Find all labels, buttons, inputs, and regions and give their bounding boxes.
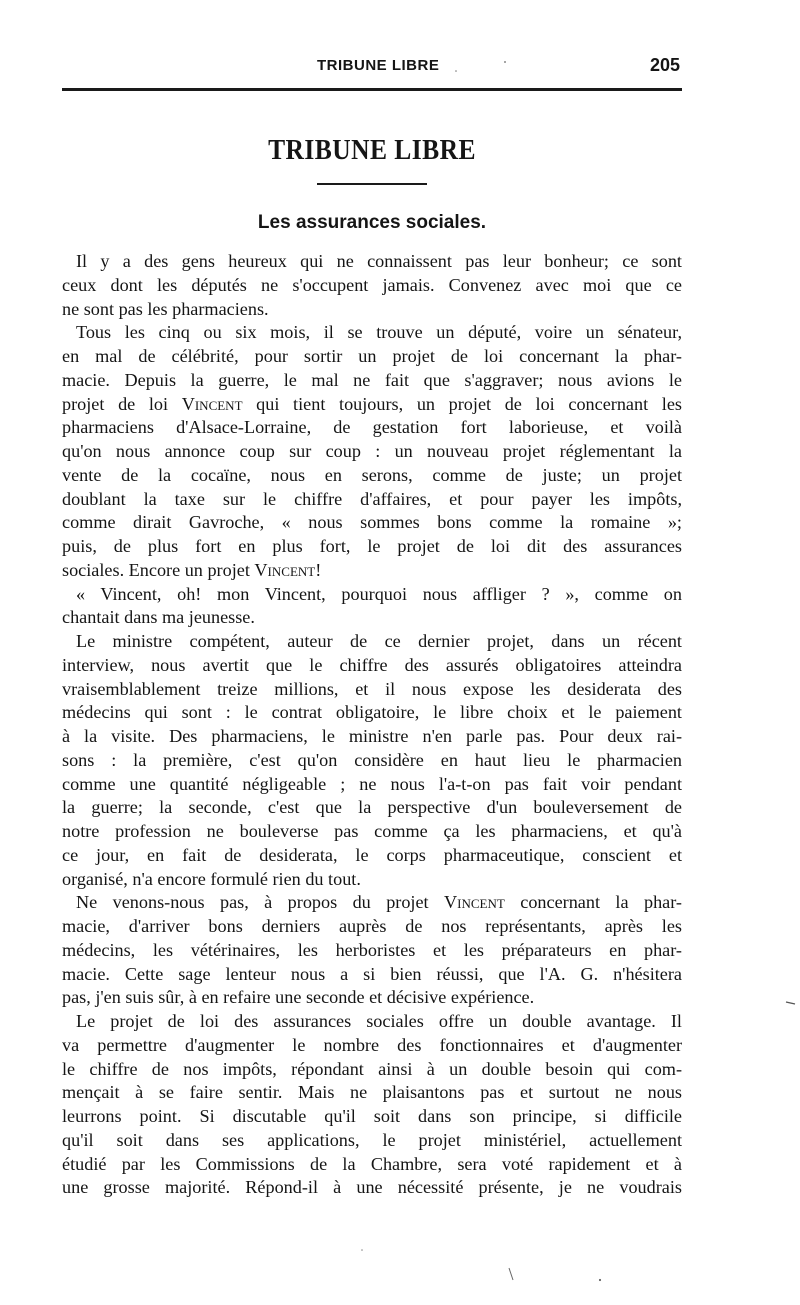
body-line: organisé, n'a encore formulé rien du tout. xyxy=(62,868,361,889)
body-line: médecins, les vétérinaires, les herboristes et les préparateurs en phar- xyxy=(62,939,682,960)
body-line: macie. Cette sage lenteur nous a si bien réussi, que l'A. G. n'hésitera xyxy=(62,963,682,984)
body-line: en mal de célébrité, pour sortir un projet de loi concernant la phar- xyxy=(62,346,682,366)
section-title: TRIBUNE LIBRE xyxy=(268,134,476,166)
body-line: ne sont pas les pharmaciens. xyxy=(62,298,269,319)
author-name-small-caps: Vincent xyxy=(254,559,316,580)
body-line: le chiffre de nos impôts, répondant ainsi à un double besoin qui com- xyxy=(62,1058,682,1079)
body-line: « Vincent, oh! mon Vincent, pourquoi nous affliger ? », comme on xyxy=(76,583,682,604)
body-line: comme une quantité négligeable ; ne nous l'a-t-on pas fait voir pendant xyxy=(62,773,682,794)
body-line: projet de loi Vincent qui tient toujours, un projet de loi concernant les xyxy=(62,393,682,414)
body-line: Il y a des gens heureux qui ne connaissent pas leur bonheur; ce sont xyxy=(76,251,682,271)
body-line: étudié par les Commissions de la Chambre, sera voté rapidement et à xyxy=(62,1153,682,1174)
body-line: va permettre d'augmenter le nombre des fonctionnaires et d'augmenter xyxy=(62,1034,682,1055)
author-name-small-caps: Vincent xyxy=(444,892,505,913)
body-line: notre profession ne bouleverse pas comme ça les pharmaciens, et qu'à xyxy=(62,821,682,841)
article-title: Les assurances sociales. xyxy=(257,212,487,233)
body-line: une grosse majorité. Répond-il à une nécessité présente, je ne voudrais xyxy=(62,1177,682,1198)
body-line: pharmaciens d'Alsace-Lorraine, de gestation fort laborieuse, et voilà xyxy=(62,417,682,438)
body-line: chantait dans ma jeunesse. xyxy=(62,607,255,628)
body-line: sociales. Encore un projet Vincent! xyxy=(62,559,322,580)
body-line: vente de la cocaïne, nous en serons, comme de juste; un projet xyxy=(62,464,682,485)
body-line: à la visite. Des pharmaciens, le ministre n'en parle pas. Pour deux rai- xyxy=(62,726,682,746)
body-line: interview, nous avertit que le chiffre des assurés obligatoires atteindra xyxy=(62,654,682,675)
body-line: Tous les cinq ou six mois, il se trouve un député, voire un sénateur, xyxy=(76,322,682,343)
body-line: macie. Depuis la guerre, le mal ne fait que s'aggraver; nous avions le xyxy=(62,369,682,390)
body-line: vraisemblablement treize millions, et il nous expose les desiderata des xyxy=(62,678,682,699)
body-line: médecins qui sont : le contrat obligatoire, le libre choix et le paiement xyxy=(62,702,682,723)
body-line: doublant la taxe sur le chiffre d'affaires, et pour payer les impôts, xyxy=(62,488,682,509)
body-line: puis, de plus fort en plus fort, le projet de loi dit des assurances xyxy=(62,536,682,556)
body-line: leurrons point. Si discutable qu'il soit dans son principe, si difficile xyxy=(62,1106,682,1126)
body-line: qu'il soit dans ses applications, le projet ministériel, actuellement xyxy=(62,1129,682,1150)
author-name-small-caps: Vincent xyxy=(181,393,243,414)
body-line: macie, d'arriver bons derniers auprès de nos représentants, après les xyxy=(62,916,682,936)
body-line: pas, j'en suis sûr, à en refaire une seconde et décisive expérience. xyxy=(62,987,535,1008)
body-line: ce jour, en fait de desiderata, le corps pharmaceutique, conscient et xyxy=(62,844,682,865)
body-line: qu'on nous annonce coup sur coup : un nouveau projet réglementant la xyxy=(62,441,682,461)
body-line: sons : la première, c'est qu'on considère en haut lieu le pharmacien xyxy=(62,749,682,770)
page-number: 205 xyxy=(649,55,680,75)
body-line: la guerre; la seconde, c'est que la perspective d'un bouleversement de xyxy=(62,797,682,818)
body-line: comme dirait Gavroche, « nous sommes bons comme la romaine »; xyxy=(62,512,682,533)
body-line: mençait à se faire sentir. Mais ne plaisantons pas et surtout ne nous xyxy=(62,1082,682,1103)
body-line: Le ministre compétent, auteur de ce dernier projet, dans un récent xyxy=(76,631,682,651)
running-title: TRIBUNE LIBRE xyxy=(317,57,440,74)
body-line: Le projet de loi des assurances sociales offre un double avantage. Il xyxy=(76,1011,682,1031)
body-line: Ne venons-nous pas, à propos du projet Vincent concernant la phar- xyxy=(76,892,682,913)
body-line: ceux dont les députés ne s'occupent jamais. Convenez avec moi que ce xyxy=(62,274,682,295)
